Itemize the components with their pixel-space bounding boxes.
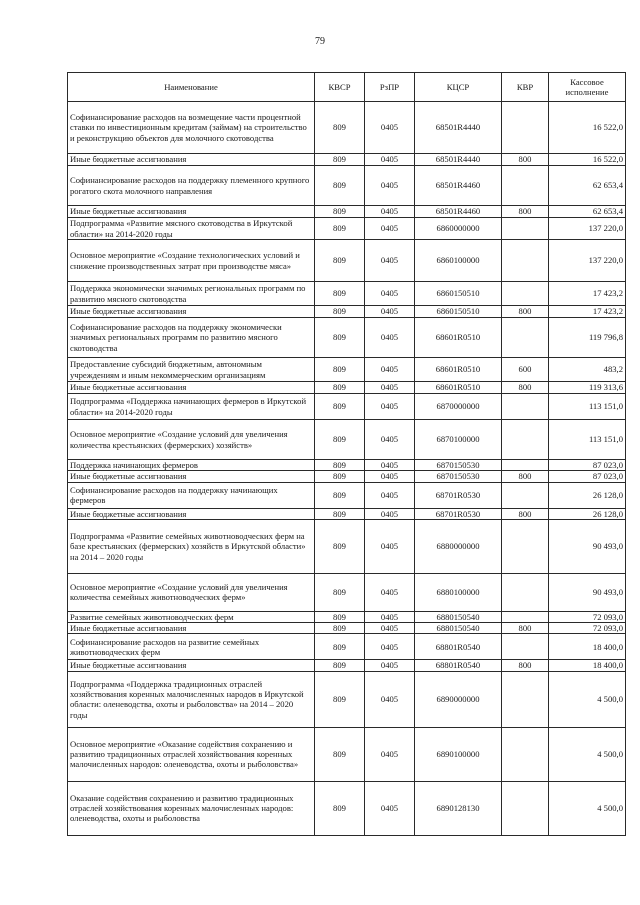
row-rzpr: 0405 bbox=[365, 154, 415, 166]
row-kcsr: 6860100000 bbox=[415, 240, 502, 282]
row-rzpr: 0405 bbox=[365, 218, 415, 240]
row-kvr: 800 bbox=[502, 154, 549, 166]
row-rzpr: 0405 bbox=[365, 358, 415, 382]
row-name: Софинансирование расходов на развитие семейных животноводческих ферм bbox=[68, 634, 315, 660]
row-rzpr: 0405 bbox=[365, 611, 415, 622]
row-name: Подпрограмма «Развитие мясного скотоводства в Иркутской области» на 2014-2020 годы bbox=[68, 218, 315, 240]
row-kvsr: 809 bbox=[315, 781, 365, 835]
row-rzpr: 0405 bbox=[365, 394, 415, 420]
row-rzpr: 0405 bbox=[365, 727, 415, 781]
row-kcsr: 68601R0510 bbox=[415, 318, 502, 358]
row-kcsr: 6890128130 bbox=[415, 781, 502, 835]
row-amount: 26 128,0 bbox=[549, 508, 626, 519]
row-amount: 4 500,0 bbox=[549, 727, 626, 781]
row-rzpr: 0405 bbox=[365, 382, 415, 394]
row-kvr: 800 bbox=[502, 206, 549, 218]
row-kcsr: 68801R0540 bbox=[415, 660, 502, 671]
row-kcsr: 68701R0530 bbox=[415, 508, 502, 519]
row-kvsr: 809 bbox=[315, 154, 365, 166]
table-row bbox=[68, 519, 626, 573]
row-name: Иные бюджетные ассигнования bbox=[68, 623, 315, 634]
row-name: Основное мероприятие «Оказание содействия сохранению и развитию традиционных отраслей хозяйствования коренных малочисленных народов: оленеводства, охоты и рыболовства» bbox=[68, 727, 315, 781]
row-kvr bbox=[502, 482, 549, 508]
row-kvsr: 809 bbox=[315, 206, 365, 218]
row-rzpr: 0405 bbox=[365, 282, 415, 306]
row-kvr bbox=[502, 611, 549, 622]
table-row bbox=[68, 102, 626, 154]
table-row bbox=[68, 206, 626, 218]
table-row bbox=[68, 394, 626, 420]
row-rzpr: 0405 bbox=[365, 623, 415, 634]
table-row bbox=[68, 420, 626, 460]
row-kvr bbox=[502, 781, 549, 835]
row-rzpr: 0405 bbox=[365, 102, 415, 154]
header-kvr: КВР bbox=[502, 73, 549, 102]
row-amount: 113 151,0 bbox=[549, 420, 626, 460]
table-row bbox=[68, 482, 626, 508]
row-kvsr: 809 bbox=[315, 460, 365, 471]
row-kvr: 800 bbox=[502, 306, 549, 318]
row-name: Софинансирование расходов на возмещение части процентной ставки по инвестиционным кредитам (займам) на строительство и реконструкцию объектов для молочного скотоводства bbox=[68, 102, 315, 154]
row-kvsr: 809 bbox=[315, 102, 365, 154]
row-kvr: 600 bbox=[502, 358, 549, 382]
row-kvr bbox=[502, 519, 549, 573]
row-name: Софинансирование расходов на поддержку экономически значимых региональных программ по развитию мясного скотоводства bbox=[68, 318, 315, 358]
row-kvr bbox=[502, 671, 549, 727]
row-amount: 119 796,8 bbox=[549, 318, 626, 358]
table-row bbox=[68, 611, 626, 622]
row-kcsr: 68501R4440 bbox=[415, 102, 502, 154]
row-kvr bbox=[502, 634, 549, 660]
row-kcsr: 6880150540 bbox=[415, 611, 502, 622]
row-kvr bbox=[502, 102, 549, 154]
row-kvsr: 809 bbox=[315, 240, 365, 282]
row-kvsr: 809 bbox=[315, 382, 365, 394]
header-rzpr: РзПР bbox=[365, 73, 415, 102]
row-rzpr: 0405 bbox=[365, 671, 415, 727]
table-row bbox=[68, 218, 626, 240]
row-rzpr: 0405 bbox=[365, 519, 415, 573]
table-row bbox=[68, 634, 626, 660]
row-kvr: 800 bbox=[502, 382, 549, 394]
row-amount: 62 653,4 bbox=[549, 206, 626, 218]
row-name: Иные бюджетные ассигнования bbox=[68, 154, 315, 166]
header-kcsr: КЦСР bbox=[415, 73, 502, 102]
row-amount: 4 500,0 bbox=[549, 781, 626, 835]
table-row bbox=[68, 508, 626, 519]
row-kvsr: 809 bbox=[315, 623, 365, 634]
row-kvr bbox=[502, 420, 549, 460]
row-amount: 90 493,0 bbox=[549, 519, 626, 573]
row-amount: 26 128,0 bbox=[549, 482, 626, 508]
row-amount: 72 093,0 bbox=[549, 611, 626, 622]
header-kvsr: КВСР bbox=[315, 73, 365, 102]
table-row bbox=[68, 306, 626, 318]
row-kvr bbox=[502, 460, 549, 471]
table-row bbox=[68, 282, 626, 306]
row-kcsr: 68501R4440 bbox=[415, 154, 502, 166]
row-kcsr: 68701R0530 bbox=[415, 482, 502, 508]
row-name: Иные бюджетные ассигнования bbox=[68, 382, 315, 394]
row-amount: 16 522,0 bbox=[549, 102, 626, 154]
row-kvr bbox=[502, 573, 549, 611]
row-rzpr: 0405 bbox=[365, 318, 415, 358]
row-kcsr: 6860000000 bbox=[415, 218, 502, 240]
row-name: Иные бюджетные ассигнования bbox=[68, 206, 315, 218]
row-name: Подпрограмма «Развитие семейных животноводческих ферм на базе крестьянских (фермерских) хозяйств в Иркутской области» на 2014 – 2020 годы bbox=[68, 519, 315, 573]
row-kvr bbox=[502, 240, 549, 282]
row-rzpr: 0405 bbox=[365, 240, 415, 282]
row-kvr bbox=[502, 218, 549, 240]
row-amount: 4 500,0 bbox=[549, 671, 626, 727]
row-name: Софинансирование расходов на поддержку племенного крупного рогатого скота молочного направления bbox=[68, 166, 315, 206]
budget-table bbox=[67, 72, 626, 836]
row-amount: 62 653,4 bbox=[549, 166, 626, 206]
row-amount: 18 400,0 bbox=[549, 634, 626, 660]
row-kvsr: 809 bbox=[315, 420, 365, 460]
row-kcsr: 6870150530 bbox=[415, 460, 502, 471]
row-amount: 90 493,0 bbox=[549, 573, 626, 611]
table-row bbox=[68, 671, 626, 727]
row-rzpr: 0405 bbox=[365, 573, 415, 611]
row-kvr bbox=[502, 282, 549, 306]
row-kvsr: 809 bbox=[315, 634, 365, 660]
row-kvr: 800 bbox=[502, 508, 549, 519]
row-kvsr: 809 bbox=[315, 573, 365, 611]
row-name: Основное мероприятие «Создание технологических условий и снижение производственных затрат при производстве мяса» bbox=[68, 240, 315, 282]
row-amount: 17 423,2 bbox=[549, 282, 626, 306]
page-number: 79 bbox=[315, 36, 325, 47]
row-amount: 137 220,0 bbox=[549, 240, 626, 282]
row-kcsr: 6870000000 bbox=[415, 394, 502, 420]
row-amount: 113 151,0 bbox=[549, 394, 626, 420]
row-kvsr: 809 bbox=[315, 482, 365, 508]
row-kcsr: 6870100000 bbox=[415, 420, 502, 460]
row-rzpr: 0405 bbox=[365, 781, 415, 835]
row-name: Иные бюджетные ассигнования bbox=[68, 660, 315, 671]
row-amount: 18 400,0 bbox=[549, 660, 626, 671]
row-kcsr: 6880150540 bbox=[415, 623, 502, 634]
table-row bbox=[68, 623, 626, 634]
row-rzpr: 0405 bbox=[365, 471, 415, 482]
row-rzpr: 0405 bbox=[365, 306, 415, 318]
row-kcsr: 6890100000 bbox=[415, 727, 502, 781]
row-kvsr: 809 bbox=[315, 218, 365, 240]
table-row bbox=[68, 460, 626, 471]
row-rzpr: 0405 bbox=[365, 460, 415, 471]
row-name: Поддержка начинающих фермеров bbox=[68, 460, 315, 471]
row-kvsr: 809 bbox=[315, 394, 365, 420]
row-amount: 137 220,0 bbox=[549, 218, 626, 240]
row-amount: 87 023,0 bbox=[549, 460, 626, 471]
row-kcsr: 68501R4460 bbox=[415, 166, 502, 206]
row-kvsr: 809 bbox=[315, 306, 365, 318]
row-name: Иные бюджетные ассигнования bbox=[68, 508, 315, 519]
row-kvsr: 809 bbox=[315, 282, 365, 306]
row-rzpr: 0405 bbox=[365, 660, 415, 671]
row-amount: 87 023,0 bbox=[549, 471, 626, 482]
row-amount: 119 313,6 bbox=[549, 382, 626, 394]
row-amount: 17 423,2 bbox=[549, 306, 626, 318]
row-kcsr: 68601R0510 bbox=[415, 382, 502, 394]
row-kcsr: 68601R0510 bbox=[415, 358, 502, 382]
row-kvsr: 809 bbox=[315, 471, 365, 482]
row-name: Предоставление субсидий бюджетным, автономным учреждениям и иным некоммерческим организациям bbox=[68, 358, 315, 382]
row-kvsr: 809 bbox=[315, 508, 365, 519]
table-row bbox=[68, 382, 626, 394]
table-row bbox=[68, 573, 626, 611]
table-row bbox=[68, 471, 626, 482]
row-rzpr: 0405 bbox=[365, 206, 415, 218]
row-kvsr: 809 bbox=[315, 611, 365, 622]
row-kvsr: 809 bbox=[315, 318, 365, 358]
table-row bbox=[68, 318, 626, 358]
row-kvr bbox=[502, 394, 549, 420]
row-amount: 483,2 bbox=[549, 358, 626, 382]
row-name: Иные бюджетные ассигнования bbox=[68, 306, 315, 318]
row-kvsr: 809 bbox=[315, 727, 365, 781]
table-row bbox=[68, 166, 626, 206]
row-kcsr: 6880000000 bbox=[415, 519, 502, 573]
header-name: Наименование bbox=[68, 73, 315, 102]
table-row bbox=[68, 727, 626, 781]
row-name: Подпрограмма «Поддержка начинающих фермеров в Иркутской области» на 2014-2020 годы bbox=[68, 394, 315, 420]
row-name: Оказание содействия сохранению и развитию традиционных отраслей хозяйствования коренных малочисленных народов: оленеводства, охоты и рыболовства bbox=[68, 781, 315, 835]
row-name: Основное мероприятие «Создание условий для увеличения количества крестьянских (фермерских) хозяйств» bbox=[68, 420, 315, 460]
row-rzpr: 0405 bbox=[365, 166, 415, 206]
row-name: Иные бюджетные ассигнования bbox=[68, 471, 315, 482]
row-kcsr: 6870150530 bbox=[415, 471, 502, 482]
row-kcsr: 68501R4460 bbox=[415, 206, 502, 218]
row-kcsr: 6860150510 bbox=[415, 306, 502, 318]
table-row bbox=[68, 660, 626, 671]
row-kvr bbox=[502, 318, 549, 358]
row-kvr bbox=[502, 727, 549, 781]
row-kvsr: 809 bbox=[315, 660, 365, 671]
row-rzpr: 0405 bbox=[365, 420, 415, 460]
row-rzpr: 0405 bbox=[365, 508, 415, 519]
table-row bbox=[68, 781, 626, 835]
row-name: Подпрограмма «Поддержка традиционных отраслей хозяйствования коренных малочисленных народов в Иркутской области: оленеводства, охоты и рыболовства» на 2014 – 2020 годы bbox=[68, 671, 315, 727]
row-kcsr: 6890000000 bbox=[415, 671, 502, 727]
row-rzpr: 0405 bbox=[365, 482, 415, 508]
row-amount: 16 522,0 bbox=[549, 154, 626, 166]
row-kvr: 800 bbox=[502, 660, 549, 671]
row-kvr bbox=[502, 166, 549, 206]
row-amount: 72 093,0 bbox=[549, 623, 626, 634]
row-kcsr: 6880100000 bbox=[415, 573, 502, 611]
row-name: Развитие семейных животноводческих ферм bbox=[68, 611, 315, 622]
row-kvsr: 809 bbox=[315, 671, 365, 727]
row-rzpr: 0405 bbox=[365, 634, 415, 660]
header-amount: Кассовое исполнение bbox=[549, 73, 626, 102]
table-row bbox=[68, 154, 626, 166]
row-name: Основное мероприятие «Создание условий для увеличения количества семейных животноводческих ферм» bbox=[68, 573, 315, 611]
row-kvr: 800 bbox=[502, 623, 549, 634]
row-kcsr: 6860150510 bbox=[415, 282, 502, 306]
row-kvsr: 809 bbox=[315, 166, 365, 206]
row-name: Поддержка экономически значимых региональных программ по развитию мясного скотоводства bbox=[68, 282, 315, 306]
row-kvr: 800 bbox=[502, 471, 549, 482]
table-header-row bbox=[68, 73, 626, 102]
table-row bbox=[68, 240, 626, 282]
table-row bbox=[68, 358, 626, 382]
row-kvsr: 809 bbox=[315, 519, 365, 573]
row-name: Софинансирование расходов на поддержку начинающих фермеров bbox=[68, 482, 315, 508]
row-kvsr: 809 bbox=[315, 358, 365, 382]
row-kcsr: 68801R0540 bbox=[415, 634, 502, 660]
